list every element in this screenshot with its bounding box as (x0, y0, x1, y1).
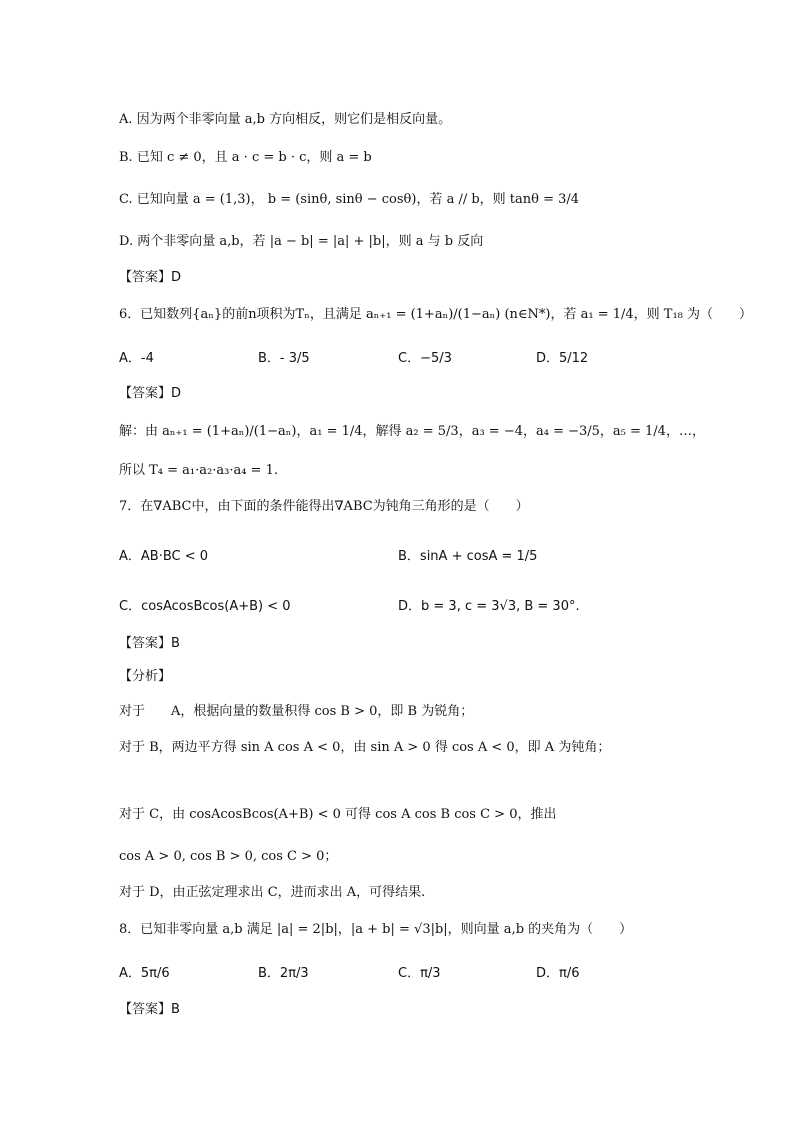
q7-analysis-c: 对于 C，由 cosAcosBcos(A+B) < 0 可得 cos A cos B cos C > 0，推出 (119, 807, 557, 822)
q8-option-d: D．π/6 (536, 966, 580, 981)
q6-option-c: C．−5/3 (398, 351, 452, 366)
q7-analysis-a: 对于 A，根据向量的数量积得 cos B > 0，即 B 为锐角； (119, 704, 474, 719)
q8-answer: 【答案】B (119, 1002, 180, 1017)
q6-stem: 6．已知数列{aₙ}的前n项积为Tₙ，且满足 aₙ₊₁ = (1+aₙ)/(1−aₙ) (n∈N*)，若 a₁ = 1/4，则 T₁₈ 为（ ） (119, 307, 753, 322)
q6-option-a: A．-4 (119, 351, 154, 366)
q6-option-d: D．5/12 (536, 351, 589, 366)
q7-option-a: A．AB·BC < 0 (119, 549, 209, 564)
q5-option-a: A. 因为两个非零向量 a,b 方向相反，则它们是相反向量。 (119, 112, 452, 127)
q6-solution-line2: 所以 T₄ = a₁·a₂·a₃·a₄ = 1. (119, 463, 278, 478)
q7-answer: 【答案】B (119, 636, 180, 651)
q7-stem: 7．在∇ABC中，由下面的条件能得出∇ABC为钝角三角形的是（ ） (119, 499, 529, 514)
q5-option-b: B. 已知 c ≠ 0，且 a · c = b · c，则 a = b (119, 150, 372, 165)
q8-stem: 8．已知非零向量 a,b 满足 |a| = 2|b|，|a + b| = √3|b|，则向量 a,b 的夹角为（ ） (119, 922, 633, 937)
q7-analysis-c-cont: cos A > 0, cos B > 0, cos C > 0； (119, 849, 338, 864)
q7-option-b: B．sinA + cosA = 1/5 (398, 549, 538, 564)
q7-analysis-title: 【分析】 (119, 669, 172, 684)
q7-analysis-d: 对于 D，由正弦定理求出 C，进而求出 A，可得结果. (119, 885, 426, 900)
q5-answer: 【答案】D (119, 270, 182, 285)
q8-option-a: A．5π/6 (119, 966, 170, 981)
q7-option-d: D．b = 3, c = 3√3, B = 30°. (398, 599, 580, 614)
q8-option-c: C．π/3 (398, 966, 441, 981)
q7-analysis-b: 对于 B，两边平方得 sin A cos A < 0，由 sin A > 0 得 cos A < 0，即 A 为钝角； (119, 740, 611, 755)
q6-solution-line1: 解：由 aₙ₊₁ = (1+aₙ)/(1−aₙ)，a₁ = 1/4，解得 a₂ = 5/3，a₃ = −4，a₄ = −3/5，a₅ = 1/4，…， (119, 424, 705, 439)
q6-answer: 【答案】D (119, 386, 182, 401)
q6-option-b: B．- 3/5 (258, 351, 310, 366)
q5-option-d: D. 两个非零向量 a,b，若 |a − b| = |a| + |b|，则 a 与 b 反向 (119, 234, 484, 249)
q5-option-c: C. 已知向量 a = (1,3)， b = (sinθ, sinθ − cosθ)，若 a // b，则 tanθ = 3/4 (119, 192, 580, 207)
q8-option-b: B．2π/3 (258, 966, 309, 981)
q7-option-c: C．cosAcosBcos(A+B) < 0 (119, 599, 291, 614)
